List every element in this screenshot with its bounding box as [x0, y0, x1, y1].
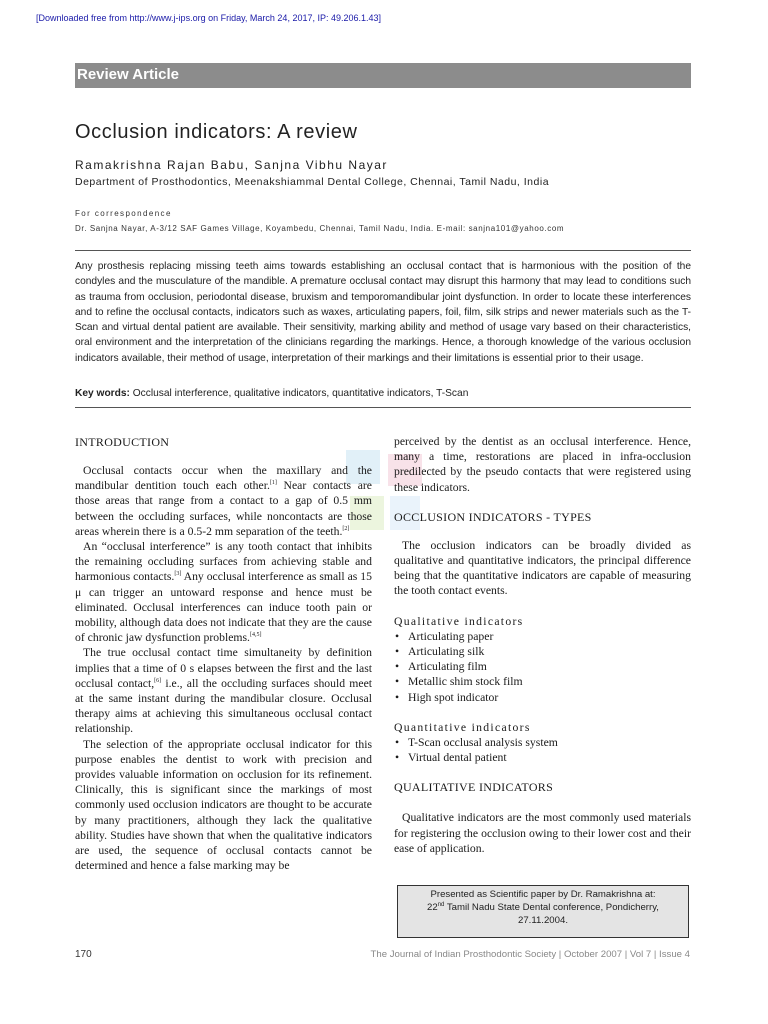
list-item: • Metallic shim stock film — [394, 674, 691, 689]
paragraph: perceived by the dentist as an occlusal interference. Hence, many a time, restorations are placed in infra-occlusion predilected by the pseudo contacts that were registered using these indicators. — [394, 435, 691, 494]
paragraph: An “occlusal interference” is any tooth contact that inhibits the remaining occluding surfaces from achieving stable and harmonious contacts.[3] Any occlusal interference as small as 15 μ can trigger an untoward response and hence must be eliminated. Occlusal interferences can induce tooth pain or mobility, although data does not indicate that they are the cause of chronic jaw dysfunction problems.[4,5] — [75, 540, 372, 645]
divider-top — [75, 250, 691, 251]
department: Department of Prosthodontics, Meenakshiammal Dental College, Chennai, Tamil Nadu, India — [75, 176, 550, 188]
authors: Ramakrishna Rajan Babu, Sanjna Vibhu Nayar — [75, 158, 388, 172]
page-number: 170 — [75, 949, 92, 960]
correspondence-text: Dr. Sanjna Nayar, A-3/12 SAF Games Village, Koyambedu, Chennai, Tamil Nadu, India. E-mail: sanjna101@yahoo.com — [75, 224, 565, 233]
paragraph: Qualitative indicators are the most commonly used materials for registering the occlusion owing to their lower cost and their ease of application. — [394, 811, 691, 855]
presented-line-2: 22nd Tamil Nadu State Dental conference, Pondicherry, — [427, 901, 659, 913]
paragraph: Occlusal contacts occur when the maxillary and the mandibular dentition touch each other.[1] Near contacts are those areas that range from a contact to a gap of 0.5 mm between the occluding surfaces, while noncontacts are those areas wherein there is a 0.5-2 mm separation of the teeth.[2] — [75, 464, 372, 538]
paragraph: The occlusion indicators can be broadly divided as qualitative and quantitative indicators, the principal difference being that the quantitative indicators are capable of measuring the tooth contact events. — [394, 538, 691, 598]
list-item: • High spot indicator — [394, 690, 691, 705]
heading-introduction: INTRODUCTION — [75, 435, 170, 449]
left-column — [75, 435, 372, 873]
list-item: • Articulating silk — [394, 644, 691, 659]
presented-line-1: Presented as Scientific paper by Dr. Ramakrishna at: — [430, 889, 656, 900]
journal-footer: The Journal of Indian Prosthodontic Society | October 2007 | Vol 7 | Issue 4 — [370, 949, 690, 960]
presented-note-box — [397, 885, 689, 938]
presented-line-3: 27.11.2004. — [518, 914, 568, 926]
list-item: • Articulating film — [394, 659, 691, 674]
article-title: Occlusion indicators: A review — [75, 121, 358, 143]
heading-qualitative-indicators: QUALITATIVE INDICATORS — [394, 780, 554, 795]
article-type-bar — [75, 63, 691, 88]
quantitative-label: Quantitative indicators — [394, 720, 531, 734]
abstract: Any prosthesis replacing missing teeth aims towards establishing an occlusal contact that is harmonious with the position of the condyles and the musculature of the mandible. A premature occlusal contact may disrupt this harmony that may lead to conditions such as trauma from occlusion, periodontal disease, bruxism and temporomandibular joint dysfunction. In order to locate these interferences and to refine the occlusal contacts, indicators such as waxes, articulating papers, foil, film, silk strips and newer materials such as the T-Scan and virtual dental patient are available. Their sensitivity, marking ability and method of usage vary based on their characteristics, oral environment and the interpretation of the clinicians regarding the markings. Hence, a thorough knowledge of the various occlusion indicators available, their method of usage, interpretation of their markings and their limitations is essential prior to their usage. — [75, 261, 691, 364]
paragraph: The selection of the appropriate occlusal indicator for this purpose enables the dentist to work with precision and provides valuable information on occlusion for its refinement. Clinically, this is significant since the markings of most commonly used occlusion indicators are thought to be accurate by many practitioners, although they lack the qualitative ability. Studies have shown that when the qualitative indicators are used, the sequence of occlusal contacts cannot be determined and hence a false marking may be — [75, 737, 372, 873]
qualitative-list — [394, 629, 691, 705]
list-item: • Virtual dental patient — [394, 750, 691, 765]
list-item: • T-Scan occlusal analysis system — [394, 735, 691, 750]
download-notice: [Downloaded free from http://www.j-ips.org on Friday, March 24, 2017, IP: 49.206.1.43] — [36, 13, 382, 23]
keywords-text: Occlusal interference, qualitative indicators, quantitative indicators, T-Scan — [129, 388, 469, 399]
heading-occlusion-indicators-types: OCCLUSION INDICATORS - TYPES — [394, 509, 592, 524]
keywords — [75, 388, 691, 399]
qualitative-label: Qualitative indicators — [394, 614, 524, 628]
paragraph: The true occlusal contact time simultaneity by definition implies that a time of 0 s elapses between the first and the last occlusal contact,[6] i.e., all the occluding surfaces should meet at the same instant during the mandibular closure. Occlusal therapy aims at achieving this simultaneous occlusal contact relationship. — [75, 646, 372, 736]
right-column — [394, 434, 691, 856]
list-item: • Articulating paper — [394, 629, 691, 644]
divider-bottom — [75, 407, 691, 408]
correspondence-label: For correspondence — [75, 209, 172, 218]
article-type-label: Review Article — [77, 66, 179, 83]
keywords-label: Key words: — [75, 388, 130, 399]
quantitative-list — [394, 735, 691, 765]
